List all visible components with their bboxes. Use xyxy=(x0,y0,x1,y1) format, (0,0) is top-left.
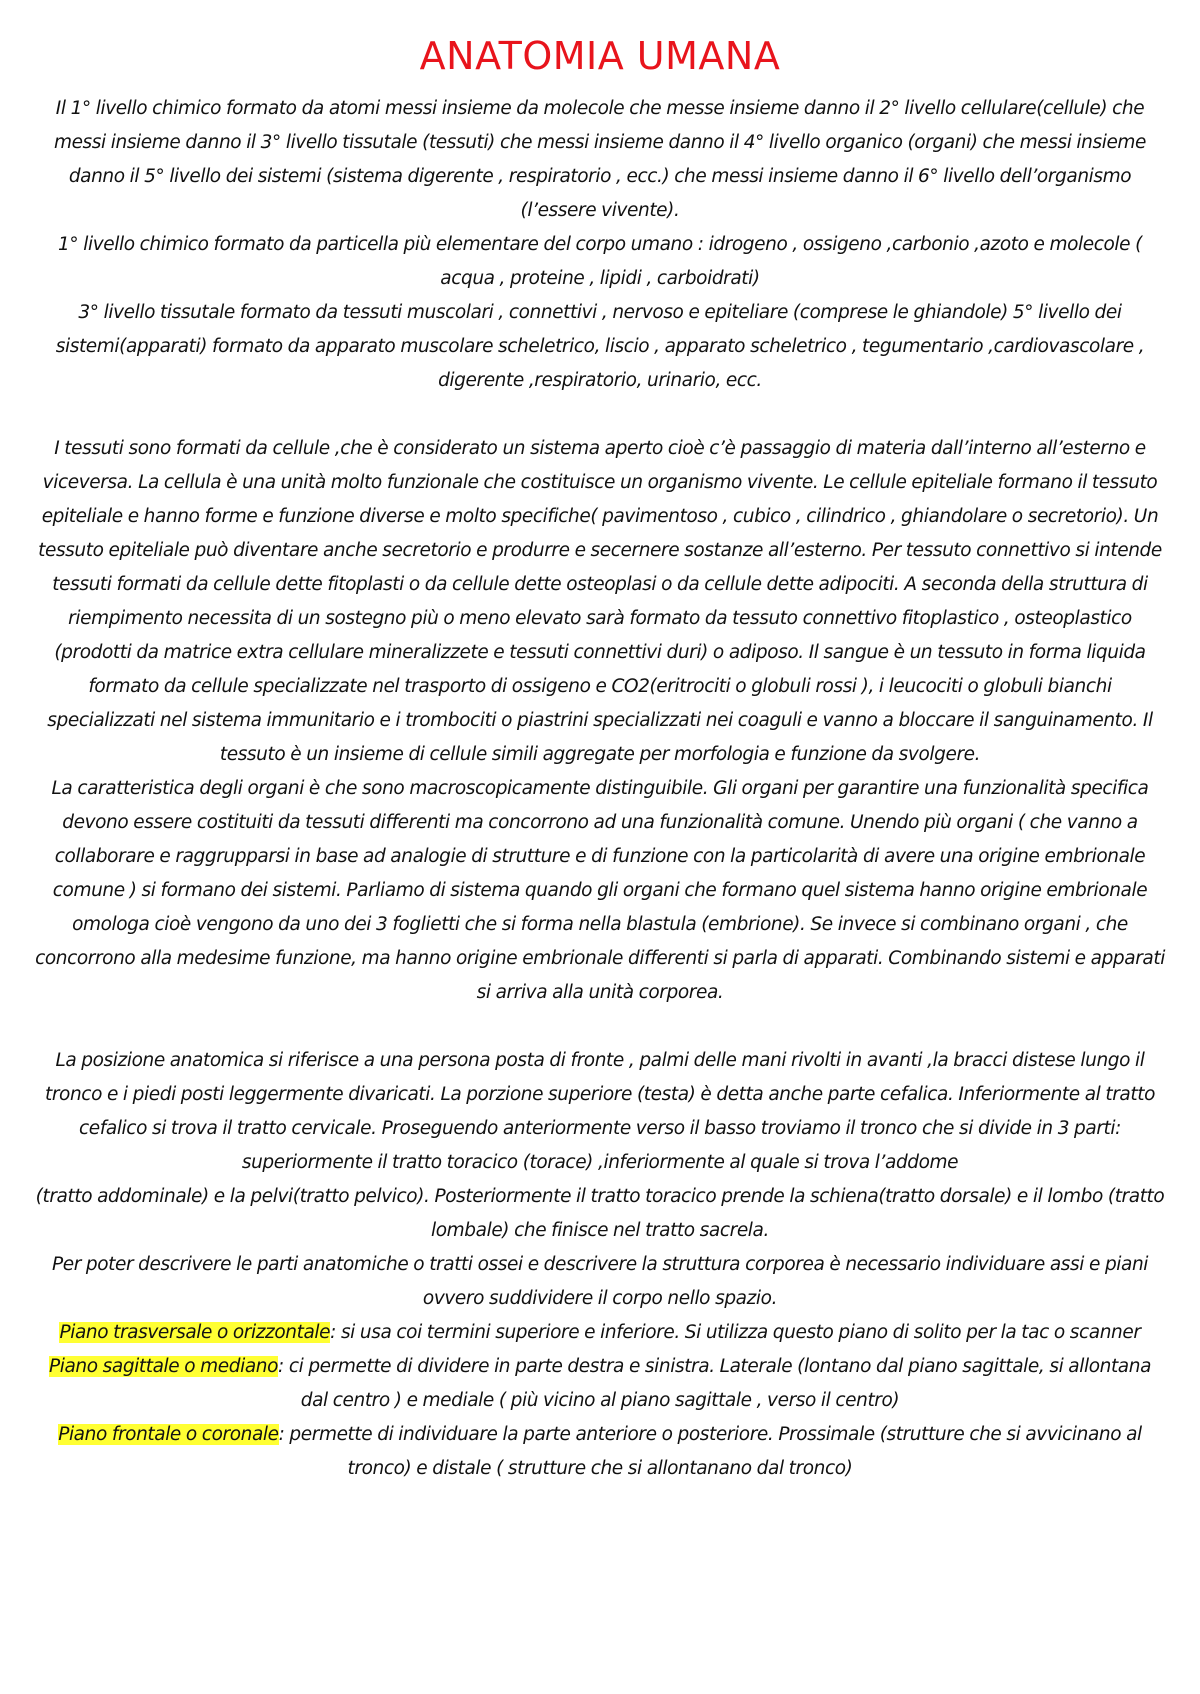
definition-text: : permette di individuare la parte anteriore o posteriore. Prossimale (strutture che si avvicinano al tronco) e distale ( strutture che si allontanano dal tronco) xyxy=(278,1424,1142,1479)
highlighted-term: Piano frontale o coronale xyxy=(58,1424,279,1445)
paragraph-spacer xyxy=(34,1010,1166,1044)
definition-text: : si usa coi termini superiore e inferiore. Si utilizza questo piano di solito per la tac o scanner xyxy=(330,1322,1141,1343)
paragraph-spacer xyxy=(34,398,1166,432)
document-title: ANATOMIA UMANA xyxy=(419,34,781,78)
paragraph-organi: La caratteristica degli organi è che sono macroscopicamente distinguibile. Gli organi per garantire una funzionalità specifica devono essere costituiti da tessuti differenti ma concorrono ad una funzionalità comune. Unendo più organi ( che vanno a collaborare e raggrupparsi in base ad analogie di strutture e di funzione con la particolarità di avere una origine embrionale comune ) si formano dei sistemi. Parliamo di sistema quando gli organi che formano quel sistema hanno origine embrionale omologa cioè vengono da uno dei 3 foglietti che si forma nella blastula (embrione). Se invece si combinano organi , che concorrono alla medesime funzione, ma hanno origine embrionale differenti si parla di apparati. Combinando sistemi e apparati si arriva alla unità corporea. xyxy=(35,778,1165,1003)
paragraph-assi-piani: Per poter descrivere le parti anatomiche o tratti ossei e descrivere la struttura corporea è necessario individuare assi e piani ovvero suddividere il corpo nello spazio. xyxy=(51,1254,1149,1309)
paragraph-piano-frontale xyxy=(34,1418,1166,1486)
paragraph-piano-sagittale xyxy=(34,1350,1166,1418)
highlighted-term: Piano trasversale o orizzontale xyxy=(59,1322,331,1343)
paragraph-livello-tissutale: 3° livello tissutale formato da tessuti muscolari , connettivi , nervoso e epiteliare (comprese le ghiandole) 5° livello dei sistemi(apparati) formato da apparato muscolare scheletrico, liscio , apparato scheletrico , tegumentario ,cardiovascolare , digerente ,respiratorio, urinario, ecc. xyxy=(55,302,1145,391)
paragraph-livello-chimico: 1° livello chimico formato da particella più elementare del corpo umano : idrogeno , ossigeno ,carbonio ,azoto e molecole ( acqua , proteine , lipidi , carboidrati) xyxy=(58,234,1142,289)
paragraph-tratto-addominale: (tratto addominale) e la pelvi(tratto pelvico). Posteriormente il tratto toracico prende la schiena(tratto dorsale) e il lombo (tratto lombale) che finisce nel tratto sacrela. xyxy=(35,1186,1165,1241)
paragraph-tessuti: I tessuti sono formati da cellule ,che è considerato un sistema aperto cioè c’è passaggio di materia dall’interno all’esterno e viceversa. La cellula è una unità molto funzionale che costituisce un organismo vivente. Le cellule epiteliale formano il tessuto epiteliale e hanno forme e funzione diverse e molto specifiche( pavimentoso , cubico , cilindrico , ghiandolare o secretorio). Un tessuto epiteliale può diventare anche secretorio e produrre e secernere sostanze all’esterno. Per tessuto connettivo si intende tessuti formati da cellule dette fitoplasti o da cellule dette osteoplasi o da cellule dette adipociti. A seconda della struttura di riempimento necessita di un sostegno più o meno elevato sarà formato da tessuto connettivo fitoplastico , osteoplastico (prodotti da matrice extra cellulare mineralizzete e tessuti connettivi duri) o adiposo. Il sangue è un tessuto in forma liquida formato da cellule specializzate nel trasporto di ossigeno e CO2(eritrociti o globuli rossi ), i leucociti o globuli bianchi specializzati nel sistema immunitario e i trombociti o piastrini specializzati nei coaguli e vanno a bloccare il sanguinamento. Il tessuto è un insieme di cellule simili aggregate per morfologia e funzione da svolgere. xyxy=(38,438,1162,765)
paragraph-posizione-anatomica: La posizione anatomica si riferisce a una persona posta di fronte , palmi delle mani rivolti in avanti ,la bracci distese lungo il tronco e i piedi posti leggermente divaricati. La porzione superiore (testa) è detta anche parte cefalica. Inferiormente al tratto cefalico si trova il tratto cervicale. Proseguendo anteriormente verso il basso troviamo il tronco che si divide in 3 parti: superiormente il tratto toracico (torace) ,inferiormente al quale si trova l’addome xyxy=(45,1050,1155,1173)
paragraph-piano-trasversale xyxy=(34,1316,1166,1350)
definition-text: : ci permette di dividere in parte destra e sinistra. Laterale (lontano dal piano sagittale, si allontana dal centro ) e mediale ( più vicino al piano sagittale , verso il centro) xyxy=(278,1356,1151,1411)
paragraph-livelli: Il 1° livello chimico formato da atomi messi insieme da molecole che messe insieme danno il 2° livello cellulare(cellule) che messi insieme danno il 3° livello tissutale (tessuti) che messi insieme danno il 4° livello organico (organi) che messi insieme danno il 5° livello dei sistemi (sistema digerente , respiratorio , ecc.) che messi insieme danno il 6° livello dell’organismo (l’essere vivente). xyxy=(53,98,1147,221)
highlighted-term: Piano sagittale o mediano xyxy=(49,1356,279,1377)
